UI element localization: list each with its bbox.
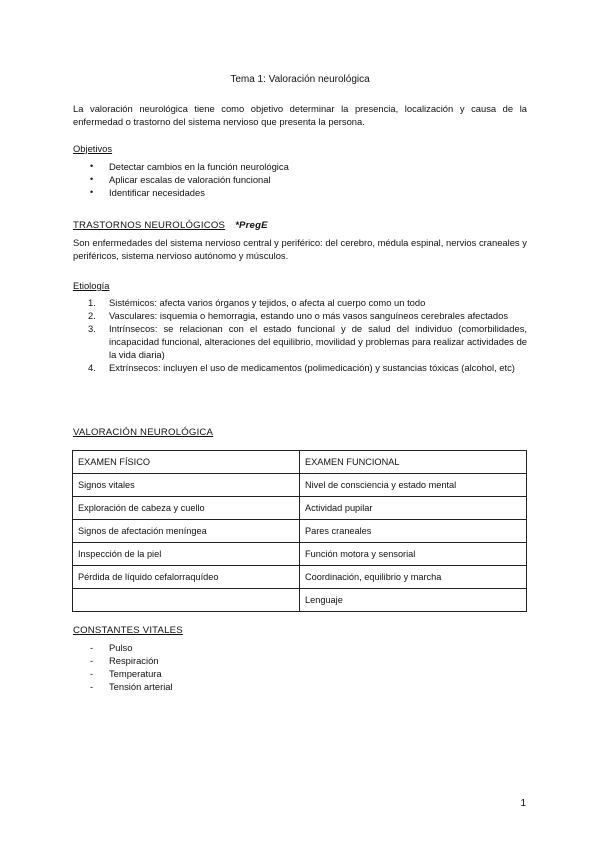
- list-number: 2.: [88, 310, 96, 321]
- list-text: Extrínsecos: incluyen el uso de medicamentos (polimedicación) y sustancias tóxicas (alcohol, etc): [109, 362, 515, 373]
- table-cell: Nivel de consciencia y estado mental: [300, 474, 527, 497]
- table-cell: Actividad pupilar: [300, 497, 527, 520]
- page-title: Tema 1: Valoración neurológica: [230, 74, 370, 85]
- list-item: - Tensión arterial: [90, 680, 173, 693]
- list-item: [88, 309, 527, 322]
- table-cell: Signos vitales: [73, 474, 300, 497]
- valoracion-table: [72, 450, 527, 612]
- list-item: [88, 361, 527, 374]
- table-cell: [73, 589, 300, 612]
- valoracion-heading-text: VALORACIÓN NEUROLÓGICA: [73, 427, 214, 438]
- list-item: - Temperatura: [90, 667, 173, 680]
- constantes-heading: [73, 624, 183, 637]
- list-number: 1.: [88, 297, 96, 308]
- list-item: - Respiración: [90, 654, 173, 667]
- column-header: EXAMEN FUNCIONAL: [300, 451, 527, 474]
- table-cell: Pérdida de líquido cefalorraquídeo: [73, 566, 300, 589]
- table-row: [73, 520, 527, 543]
- list-text: Vasculares: isquemia o hemorragia, estando uno o más vasos sanguíneos cerebrales afectados: [109, 310, 509, 321]
- objetivos-list: [90, 160, 289, 199]
- list-item: • Identificar necesidades: [90, 186, 289, 199]
- trastornos-heading-text: TRASTORNOS NEUROLÓGICOS: [73, 220, 226, 231]
- table-row: [73, 497, 527, 520]
- etiologia-list: [88, 296, 527, 374]
- list-text: Intrínsecos: se relacionan con el estado funcional y de salud del individuo (comorbilidades, incapacidad funcional, alteraciones del equilibrio, movilidad y problemas para realizar actividades de la vida diaria): [109, 323, 527, 360]
- constantes-list: [90, 641, 173, 693]
- list-item: - Pulso: [90, 641, 173, 654]
- column-header: EXAMEN FÍSICO: [73, 451, 300, 474]
- trastornos-paragraph: Son enfermedades del sistema nervioso central y periférico: del cerebro, médula espinal, nervios craneales y periféricos, sistema nervioso autónomo y músculos.: [73, 237, 527, 261]
- table-cell: Signos de afectación meníngea: [73, 520, 300, 543]
- table-row: [73, 566, 527, 589]
- table-row: [73, 474, 527, 497]
- list-number: 3.: [88, 323, 96, 334]
- table-row: [73, 589, 527, 612]
- table-header-row: [73, 451, 527, 474]
- trastornos-heading: [73, 219, 268, 232]
- list-number: 4.: [88, 362, 96, 373]
- list-item: • Detectar cambios en la función neurológica: [90, 160, 289, 173]
- table-cell: Inspección de la piel: [73, 543, 300, 566]
- constantes-heading-text: CONSTANTES VITALES: [73, 625, 183, 636]
- table-cell: Exploración de cabeza y cuello: [73, 497, 300, 520]
- page-number: 1: [520, 798, 526, 809]
- table-cell: Coordinación, equilibrio y marcha: [300, 566, 527, 589]
- etiologia-heading: Etiología: [73, 280, 110, 291]
- table-row: [73, 543, 527, 566]
- table-cell: Lenguaje: [300, 589, 527, 612]
- intro-paragraph: La valoración neurológica tiene como objetivo determinar la presencia, localización y causa de la enfermedad o trastorno del sistema nervioso que presenta la persona.: [73, 103, 527, 127]
- list-item: [88, 322, 527, 361]
- list-text: Sistémicos: afecta varios órganos y tejidos, o afecta al cuerpo como un todo: [109, 297, 426, 308]
- table-cell: Función motora y sensorial: [300, 543, 527, 566]
- list-item: [88, 296, 527, 309]
- objetivos-heading: Objetivos: [73, 143, 113, 154]
- table-cell: Pares craneales: [300, 520, 527, 543]
- valoracion-heading: [73, 426, 213, 439]
- list-item: • Aplicar escalas de valoración funcional: [90, 173, 289, 186]
- preg-tag: *PregE: [235, 220, 268, 231]
